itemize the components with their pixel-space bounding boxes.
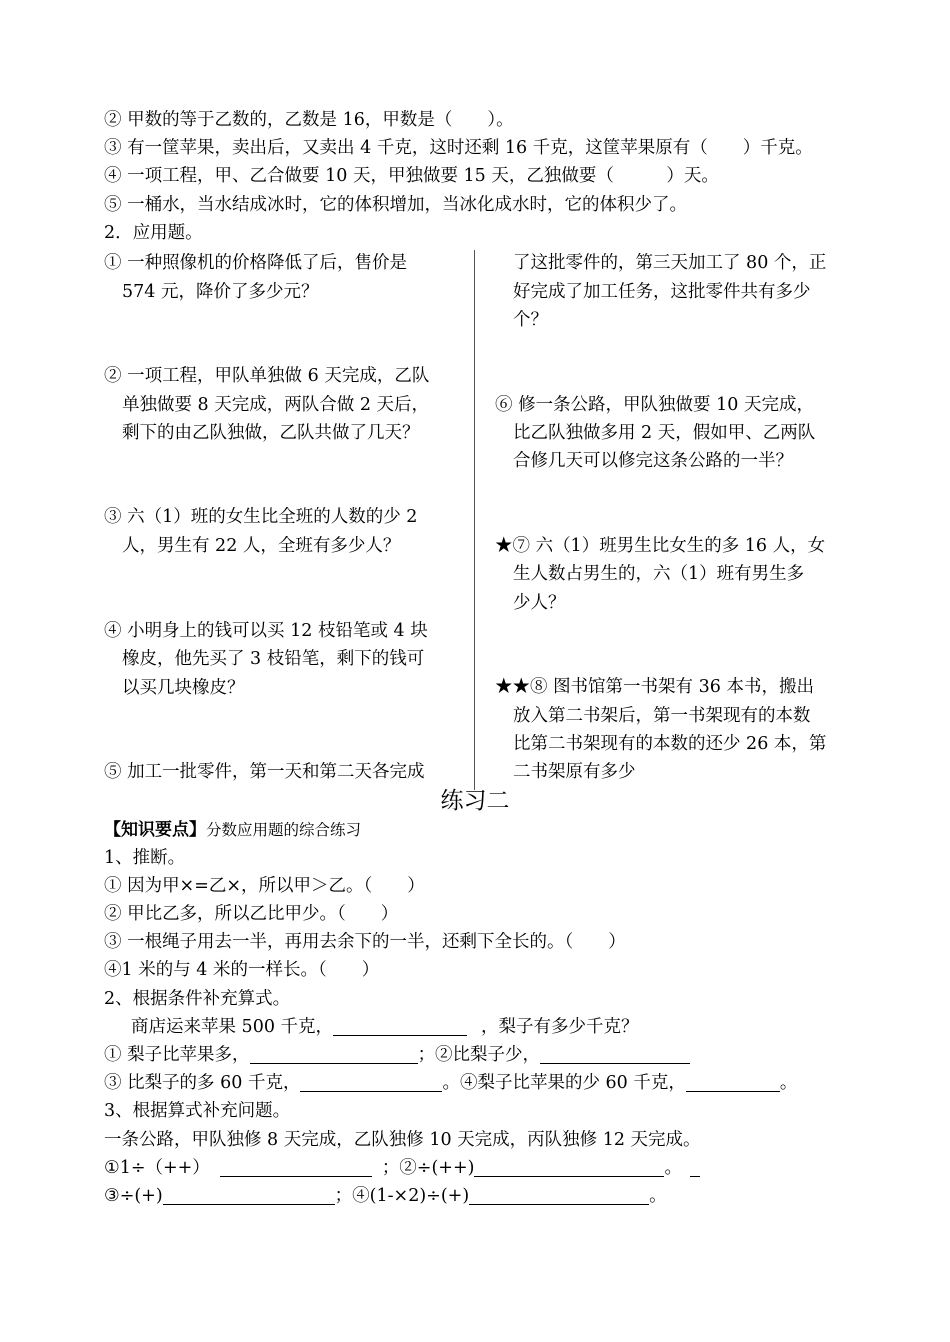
answer-blank[interactable] <box>686 1073 780 1092</box>
key-points-text: 分数应用题的综合练习 <box>206 821 362 839</box>
right-line: 了这批零件的，第三天加工了 80 个，正 <box>513 253 827 273</box>
answer-blank[interactable] <box>333 1017 467 1036</box>
key-points-label: 【知识要点】 <box>104 820 206 840</box>
q3-end-1: 。 <box>664 1158 682 1178</box>
q1-item: ③ 一根绳子用去一半，再用去余下的一半，还剩下全长的。（ ） <box>104 932 626 952</box>
q1-item: ④1 米的与 4 米的一样长。（ ） <box>104 960 380 980</box>
q2-end: 。 <box>779 1073 798 1093</box>
left-line: 剩下的由乙队独做，乙队共做了几天？ <box>122 423 420 443</box>
q3-row-1 <box>104 1156 700 1180</box>
section-2-title: 2．应用题。 <box>104 223 203 243</box>
answer-blank[interactable] <box>690 1158 700 1177</box>
right-line: 少人？ <box>513 593 566 613</box>
exercise-2-title: 练习二 <box>440 788 510 814</box>
answer-blank[interactable] <box>300 1073 442 1092</box>
q3-end-2: 。 <box>649 1186 667 1206</box>
q3-stem: 一条公路，甲队独修 8 天完成，乙队独修 10 天完成，丙队独修 12 天完成。 <box>104 1130 701 1150</box>
q3-item-2: ；②÷(++) <box>381 1158 475 1178</box>
q2-title: 2、根据条件补充算式。 <box>104 989 291 1009</box>
left-line: 单独做要 8 天完成，两队合做 2 天后， <box>122 395 430 415</box>
answer-blank[interactable] <box>474 1158 664 1177</box>
left-line: 574 元，降价了多少元？ <box>122 282 319 302</box>
key-points <box>104 818 361 842</box>
fill-item-4: ④ 一项工程，甲、乙合做要 10 天，甲独做要 15 天，乙独做要（ ）天。 <box>104 166 719 186</box>
q2-stem-question: ，梨子有多少千克？ <box>481 1017 639 1037</box>
left-line: ⑤ 加工一批零件，第一天和第二天各完成 <box>104 762 425 782</box>
right-line: 比乙队独做多用 2 天，假如甲、乙两队 <box>513 423 816 443</box>
left-line: 以买几块橡皮？ <box>122 678 245 698</box>
fill-item-3: ③ 有一筐苹果，卖出后，又卖出 4 千克，这时还剩 16 千克，这筐苹果原有（ ）千克。 <box>104 138 813 158</box>
right-line: 放入第二书架后，第一书架现有的本数 <box>513 706 811 726</box>
left-line: ② 一项工程，甲队单独做 6 天完成，乙队 <box>104 366 430 386</box>
answer-blank[interactable] <box>469 1186 649 1205</box>
q2-item-4: 。④梨子比苹果的少 60 千克， <box>442 1073 686 1093</box>
q3-item-4: ；④(1-×2)÷(+) <box>334 1186 470 1206</box>
right-line: 比第二书架现有的本数的还少 26 本，第 <box>513 734 827 754</box>
q3-item-1: ①1÷（++） <box>104 1158 210 1178</box>
q3-item-3: ③÷(+) <box>104 1186 163 1206</box>
left-line: 人，男生有 22 人，全班有多少人？ <box>122 536 401 556</box>
q2-stem <box>131 1015 639 1039</box>
q2-item-2: ；②比梨子少， <box>417 1045 541 1065</box>
right-line: 二书架原有多少 <box>513 762 636 782</box>
column-divider <box>474 250 475 790</box>
right-line: ⑥ 修一条公路，甲队独做要 10 天完成， <box>495 395 814 415</box>
right-line: 好完成了加工任务，这批零件共有多少 <box>513 282 811 302</box>
q1-title: 1、推断。 <box>104 848 186 868</box>
q2-item-1: ① 梨子比苹果多， <box>104 1045 250 1065</box>
left-line: 橡皮，他先买了 3 枝铅笔，剩下的钱可 <box>122 649 425 669</box>
q2-row-1 <box>104 1043 690 1067</box>
right-line: 合修几天可以修完这条公路的一半？ <box>513 451 793 471</box>
left-line: ① 一种照像机的价格降低了后，售价是 <box>104 253 408 273</box>
q1-item: ② 甲比乙多，所以乙比甲少。（ ） <box>104 904 399 924</box>
right-line: 生人数占男生的，六（1）班有男生多 <box>513 564 805 584</box>
right-line: 个？ <box>513 310 548 330</box>
left-line: ④ 小明身上的钱可以买 12 枝铅笔或 4 块 <box>104 621 428 641</box>
right-line: ★★⑧ 图书馆第一书架有 36 本书，搬出 <box>495 677 814 697</box>
q2-row-2 <box>104 1071 797 1095</box>
q2-stem-text: 商店运来苹果 500 千克， <box>131 1017 334 1037</box>
fill-item-2: ② 甲数的等于乙数的，乙数是 16，甲数是（ ）。 <box>104 110 514 130</box>
q3-title: 3、根据算式补充问题。 <box>104 1101 291 1121</box>
answer-blank[interactable] <box>540 1045 690 1064</box>
right-line: ★⑦ 六（1）班男生比女生的多 16 人，女 <box>495 536 826 556</box>
answer-blank[interactable] <box>250 1045 418 1064</box>
left-line: ③ 六（1）班的女生比全班的人数的少 2 <box>104 507 418 527</box>
q2-item-3: ③ 比梨子的多 60 千克， <box>104 1073 301 1093</box>
fill-item-5: ⑤ 一桶水，当水结成冰时，它的体积增加，当冰化成水时，它的体积少了。 <box>104 195 688 215</box>
q3-row-2 <box>104 1184 667 1208</box>
q1-item: ① 因为甲×=乙×，所以甲＞乙。（ ） <box>104 876 425 896</box>
answer-blank[interactable] <box>163 1186 335 1205</box>
answer-blank[interactable] <box>220 1158 372 1177</box>
